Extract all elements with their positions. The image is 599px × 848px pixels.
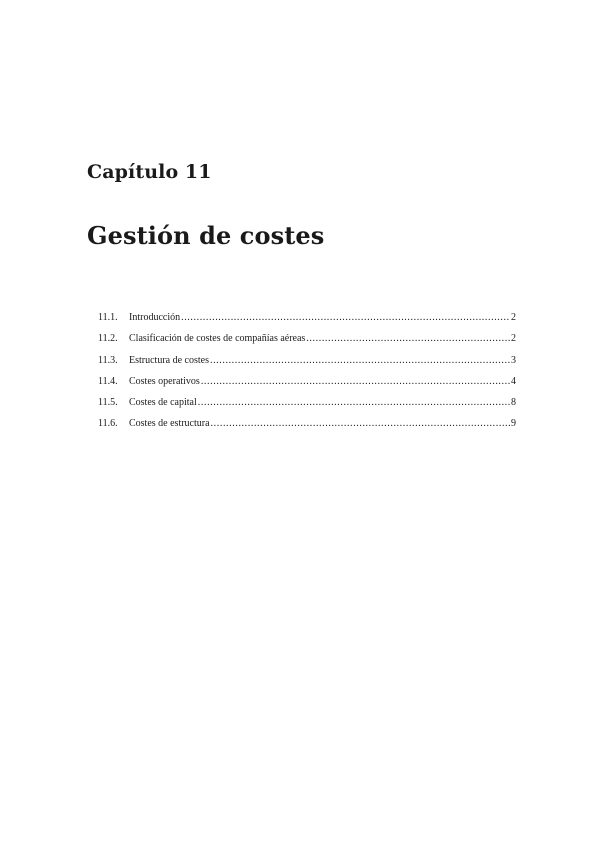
toc-entry-introduccion[interactable] xyxy=(98,312,516,333)
toc-entry-number: 11.3. xyxy=(98,354,118,366)
toc-entry-costes-estructura[interactable] xyxy=(98,418,516,439)
toc-entry-estructura[interactable] xyxy=(98,355,516,376)
toc-entry-title: Estructura de costes xyxy=(129,354,209,366)
toc-entry-title: Costes de capital xyxy=(129,397,197,409)
toc-entry-page: 4 xyxy=(511,375,516,387)
toc-dot-leader xyxy=(210,355,510,366)
toc-entry-page: 2 xyxy=(511,312,516,323)
toc-dot-leader xyxy=(198,397,510,408)
toc-entry-number: 11.2. xyxy=(98,333,118,345)
chapter-label: Capítulo 11 xyxy=(87,161,212,183)
toc-dot-leader xyxy=(201,376,510,387)
toc-dot-leader xyxy=(211,418,510,429)
toc-dot-leader xyxy=(306,333,510,344)
toc-entry-page: 8 xyxy=(511,397,516,409)
toc-entry-clasificacion[interactable] xyxy=(98,333,516,354)
chapter-title: Gestión de costes xyxy=(87,221,325,250)
toc-entry-number: 11.6. xyxy=(98,418,118,430)
toc-entry-number: 11.1. xyxy=(98,312,118,323)
toc-dot-leader xyxy=(181,312,510,323)
table-of-contents xyxy=(98,312,516,440)
toc-entry-number: 11.4. xyxy=(98,375,118,387)
toc-entry-title: Introducción xyxy=(129,312,181,323)
toc-entry-page: 9 xyxy=(511,418,516,430)
toc-entry-title: Costes operativos xyxy=(129,375,200,387)
toc-entry-number: 11.5. xyxy=(98,397,118,409)
toc-entry-costes-capital[interactable] xyxy=(98,397,516,418)
toc-entry-page: 3 xyxy=(511,354,516,366)
toc-entry-title: Costes de estructura xyxy=(129,418,210,430)
toc-entry-page: 2 xyxy=(511,333,516,345)
toc-entry-title: Clasificación de costes de compañías aéreas xyxy=(129,333,306,345)
toc-entry-costes-operativos[interactable] xyxy=(98,376,516,397)
